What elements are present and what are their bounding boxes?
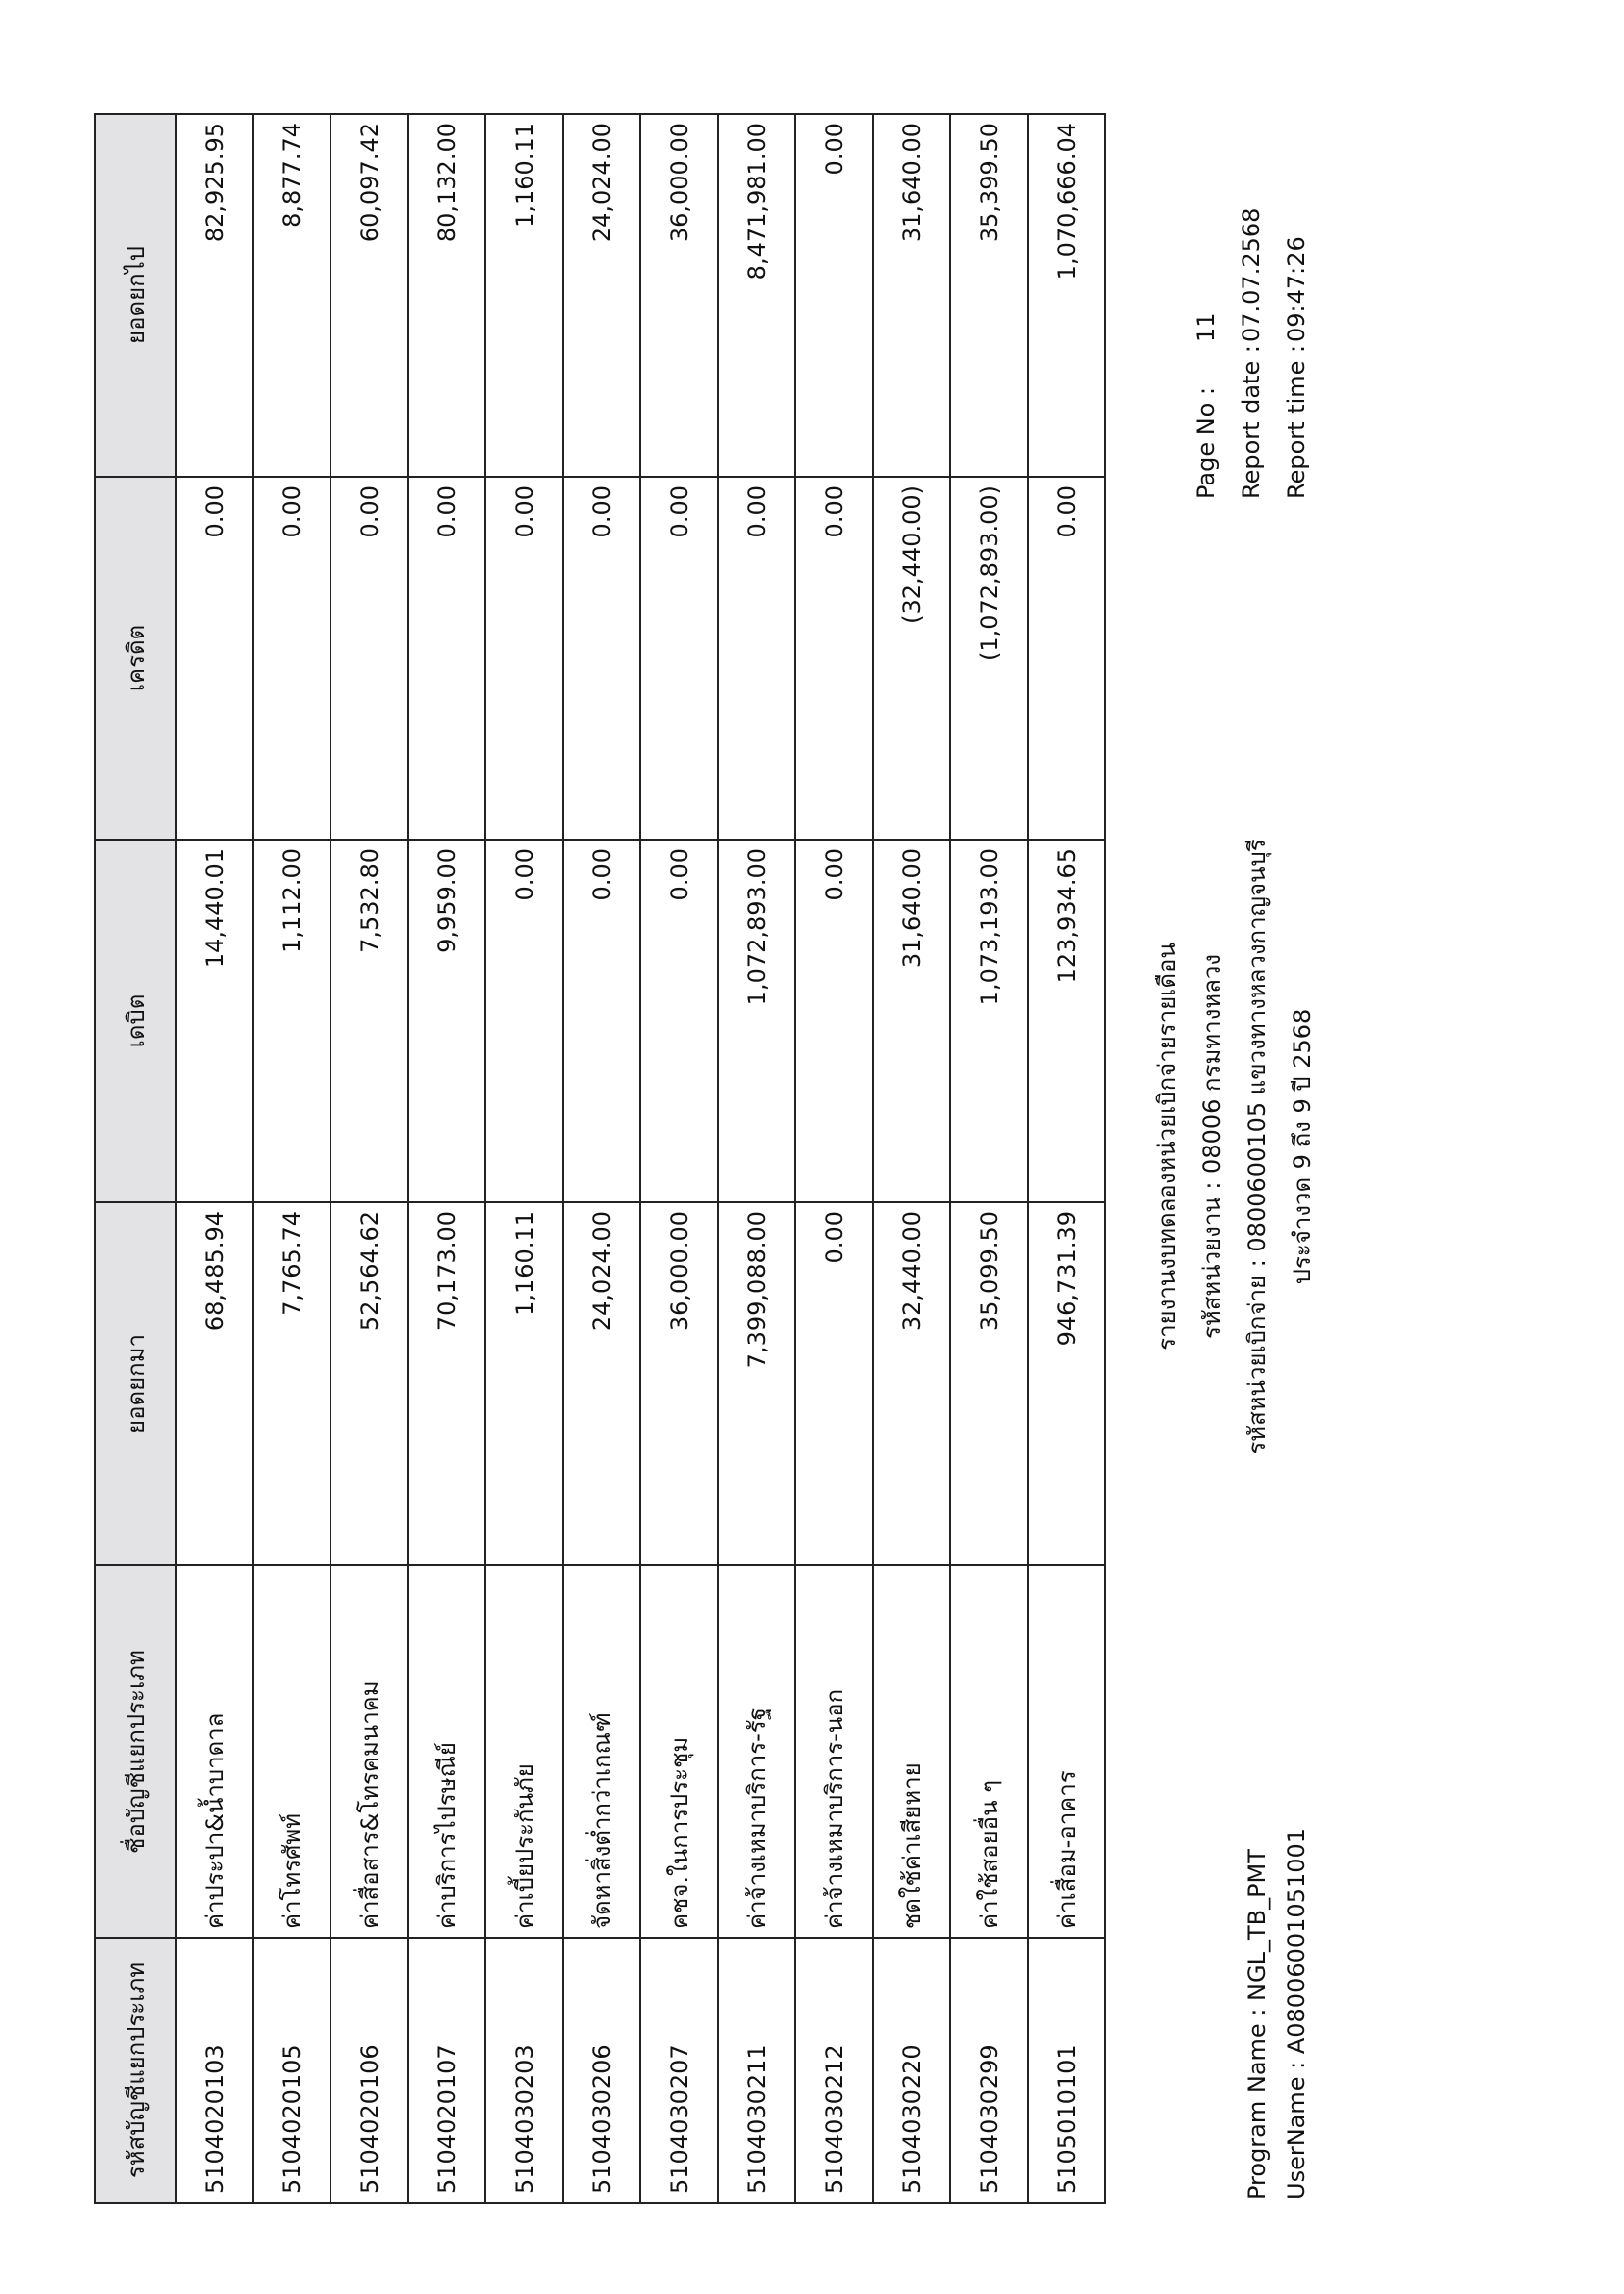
report-date-label: Report date : — [1238, 344, 1265, 499]
brought-forward-cell: 0.00 — [795, 1202, 873, 1565]
table-row — [485, 114, 563, 2203]
carried-forward-cell: 8,877.74 — [253, 114, 330, 477]
debit-cell: 14,440.01 — [176, 840, 253, 1202]
credit-cell: 0.00 — [408, 477, 485, 840]
brought-forward-cell: 36,000.00 — [640, 1202, 718, 1565]
brought-forward-cell: 32,440.00 — [873, 1202, 950, 1565]
account-name-cell: คชจ.ในการประชุม — [640, 1565, 718, 1938]
table-row — [408, 114, 485, 2203]
brought-forward-cell: 35,099.50 — [950, 1202, 1028, 1565]
carried-forward-cell: 24,024.00 — [563, 114, 640, 477]
report-time-label: Report time : — [1283, 344, 1310, 499]
debit-cell: 0.00 — [640, 840, 718, 1202]
brought-forward-cell: 52,564.62 — [330, 1202, 408, 1565]
brought-forward-cell: 946,731.39 — [1028, 1202, 1105, 1565]
table-row — [873, 114, 950, 2203]
table-row — [253, 114, 330, 2203]
col-header-account-name: ชื่อบัญชีแยกประเภท — [95, 1565, 176, 1938]
account-name-cell: ชดใช้ค่าเสียหาย — [873, 1565, 950, 1938]
account-code-cell: 5104030211 — [718, 1938, 795, 2203]
disbursing-unit: รหัสหน่วยเบิกจ่าย : 0800600105 แขวงทางหลวงกาญจนบุรี — [1243, 839, 1271, 1454]
carried-forward-cell: 35,399.50 — [950, 114, 1028, 477]
col-header-brought-forward: ยอดยกมา — [95, 1202, 176, 1565]
debit-cell: 1,072,893.00 — [718, 840, 795, 1202]
table-row — [176, 114, 253, 2203]
account-name-cell: ค่าเบี้ยประกันภัย — [485, 1565, 563, 1938]
carried-forward-cell: 1,070,666.04 — [1028, 114, 1105, 477]
account-code-cell: 5104020103 — [176, 1938, 253, 2203]
account-name-cell: ค่าโทรศัพท์ — [253, 1565, 330, 1938]
credit-cell: 0.00 — [253, 477, 330, 840]
brought-forward-cell: 68,485.94 — [176, 1202, 253, 1565]
credit-cell: 0.00 — [485, 477, 563, 840]
report-time: 09:47:26 — [1283, 236, 1310, 342]
credit-cell: 0.00 — [563, 477, 640, 840]
account-name-cell: ค่าสื่อสาร&โทรคมนาคม — [330, 1565, 408, 1938]
carried-forward-cell: 0.00 — [795, 114, 873, 477]
table-row — [718, 114, 795, 2203]
agency-code: รหัสหน่วยงาน : 08006 กรมทางหลวง — [1198, 953, 1226, 1340]
account-name-cell: ค่าใช้สอยอื่น ๆ — [950, 1565, 1028, 1938]
debit-cell: 1,073,193.00 — [950, 840, 1028, 1202]
carried-forward-cell: 80,132.00 — [408, 114, 485, 477]
debit-cell: 0.00 — [485, 840, 563, 1202]
col-header-debit: เดบิต — [95, 840, 176, 1202]
account-code-cell: 5104030220 — [873, 1938, 950, 2203]
col-header-credit: เครดิต — [95, 477, 176, 840]
account-code-cell: 5104030299 — [950, 1938, 1028, 2203]
debit-cell: 1,112.00 — [253, 840, 330, 1202]
table-row — [330, 114, 408, 2203]
credit-cell: 0.00 — [795, 477, 873, 840]
credit-cell: (32,440.00) — [873, 477, 950, 840]
account-code-cell: 5104020105 — [253, 1938, 330, 2203]
table-row — [950, 114, 1028, 2203]
carried-forward-cell: 1,160.11 — [485, 114, 563, 477]
account-name-cell: ค่าเสื่อม-อาคาร — [1028, 1565, 1105, 1938]
brought-forward-cell: 1,160.11 — [485, 1202, 563, 1565]
report-title: รายงานงบทดลองหน่วยเบิกจ่ายรายเดือน — [1153, 943, 1181, 1351]
table-row — [563, 114, 640, 2203]
table-header-row — [95, 114, 176, 2203]
brought-forward-cell: 7,399,088.00 — [718, 1202, 795, 1565]
brought-forward-cell: 7,765.74 — [253, 1202, 330, 1565]
debit-cell: 31,640.00 — [873, 840, 950, 1202]
debit-cell: 7,532.80 — [330, 840, 408, 1202]
col-header-carried-forward: ยอดยกไป — [95, 114, 176, 477]
credit-cell: 0.00 — [176, 477, 253, 840]
account-code-cell: 5104020106 — [330, 1938, 408, 2203]
report-date: 07.07.2568 — [1238, 207, 1265, 342]
table-row — [640, 114, 718, 2203]
account-name-cell: ค่าบริการไปรษณีย์ — [408, 1565, 485, 1938]
account-code-cell: 5104030207 — [640, 1938, 718, 2203]
account-code-cell: 5104020107 — [408, 1938, 485, 2203]
carried-forward-cell: 31,640.00 — [873, 114, 950, 477]
account-name-cell: ค่าประปา&น้ำบาดาล — [176, 1565, 253, 1938]
brought-forward-cell: 70,173.00 — [408, 1202, 485, 1565]
credit-cell: 0.00 — [330, 477, 408, 840]
credit-cell: 0.00 — [718, 477, 795, 840]
account-code-cell: 5105010101 — [1028, 1938, 1105, 2203]
table-row — [795, 114, 873, 2203]
credit-cell: (1,072,893.00) — [950, 477, 1028, 840]
carried-forward-cell: 60,097.42 — [330, 114, 408, 477]
carried-forward-cell: 8,471,981.00 — [718, 114, 795, 477]
debit-cell: 0.00 — [563, 840, 640, 1202]
page-no-label: Page No : — [1193, 386, 1220, 499]
page-no: 11 — [1193, 312, 1220, 342]
table-row — [1028, 114, 1105, 2203]
program-name: Program Name : NGL_TB_PMT — [1243, 1849, 1271, 2200]
username: UserName : A080060010510​01 — [1283, 1827, 1310, 2200]
credit-cell: 0.00 — [640, 477, 718, 840]
account-name-cell: ค่าจ้างเหมาบริการ-รัฐ — [718, 1565, 795, 1938]
debit-cell: 0.00 — [795, 840, 873, 1202]
brought-forward-cell: 24,024.00 — [563, 1202, 640, 1565]
debit-cell: 9,959.00 — [408, 840, 485, 1202]
carried-forward-cell: 82,925.95 — [176, 114, 253, 477]
credit-cell: 0.00 — [1028, 477, 1105, 840]
debit-cell: 123,934.65 — [1028, 840, 1105, 1202]
ledger-body — [176, 114, 1105, 2203]
account-name-cell: ค่าจ้างเหมาบริการ-นอก — [795, 1565, 873, 1938]
carried-forward-cell: 36,000.00 — [640, 114, 718, 477]
account-name-cell: จัดหาสิ่งต่ำกว่าเกณฑ์ — [563, 1565, 640, 1938]
ledger-table — [94, 113, 1106, 2204]
report-period: ประจำงวด 9 ถึง 9 ปี 2568 — [1289, 1008, 1316, 1285]
account-code-cell: 5104030206 — [563, 1938, 640, 2203]
account-code-cell: 5104030212 — [795, 1938, 873, 2203]
account-code-cell: 5104030203 — [485, 1938, 563, 2203]
col-header-account-code: รหัสบัญชีแยกประเภท — [95, 1938, 176, 2203]
